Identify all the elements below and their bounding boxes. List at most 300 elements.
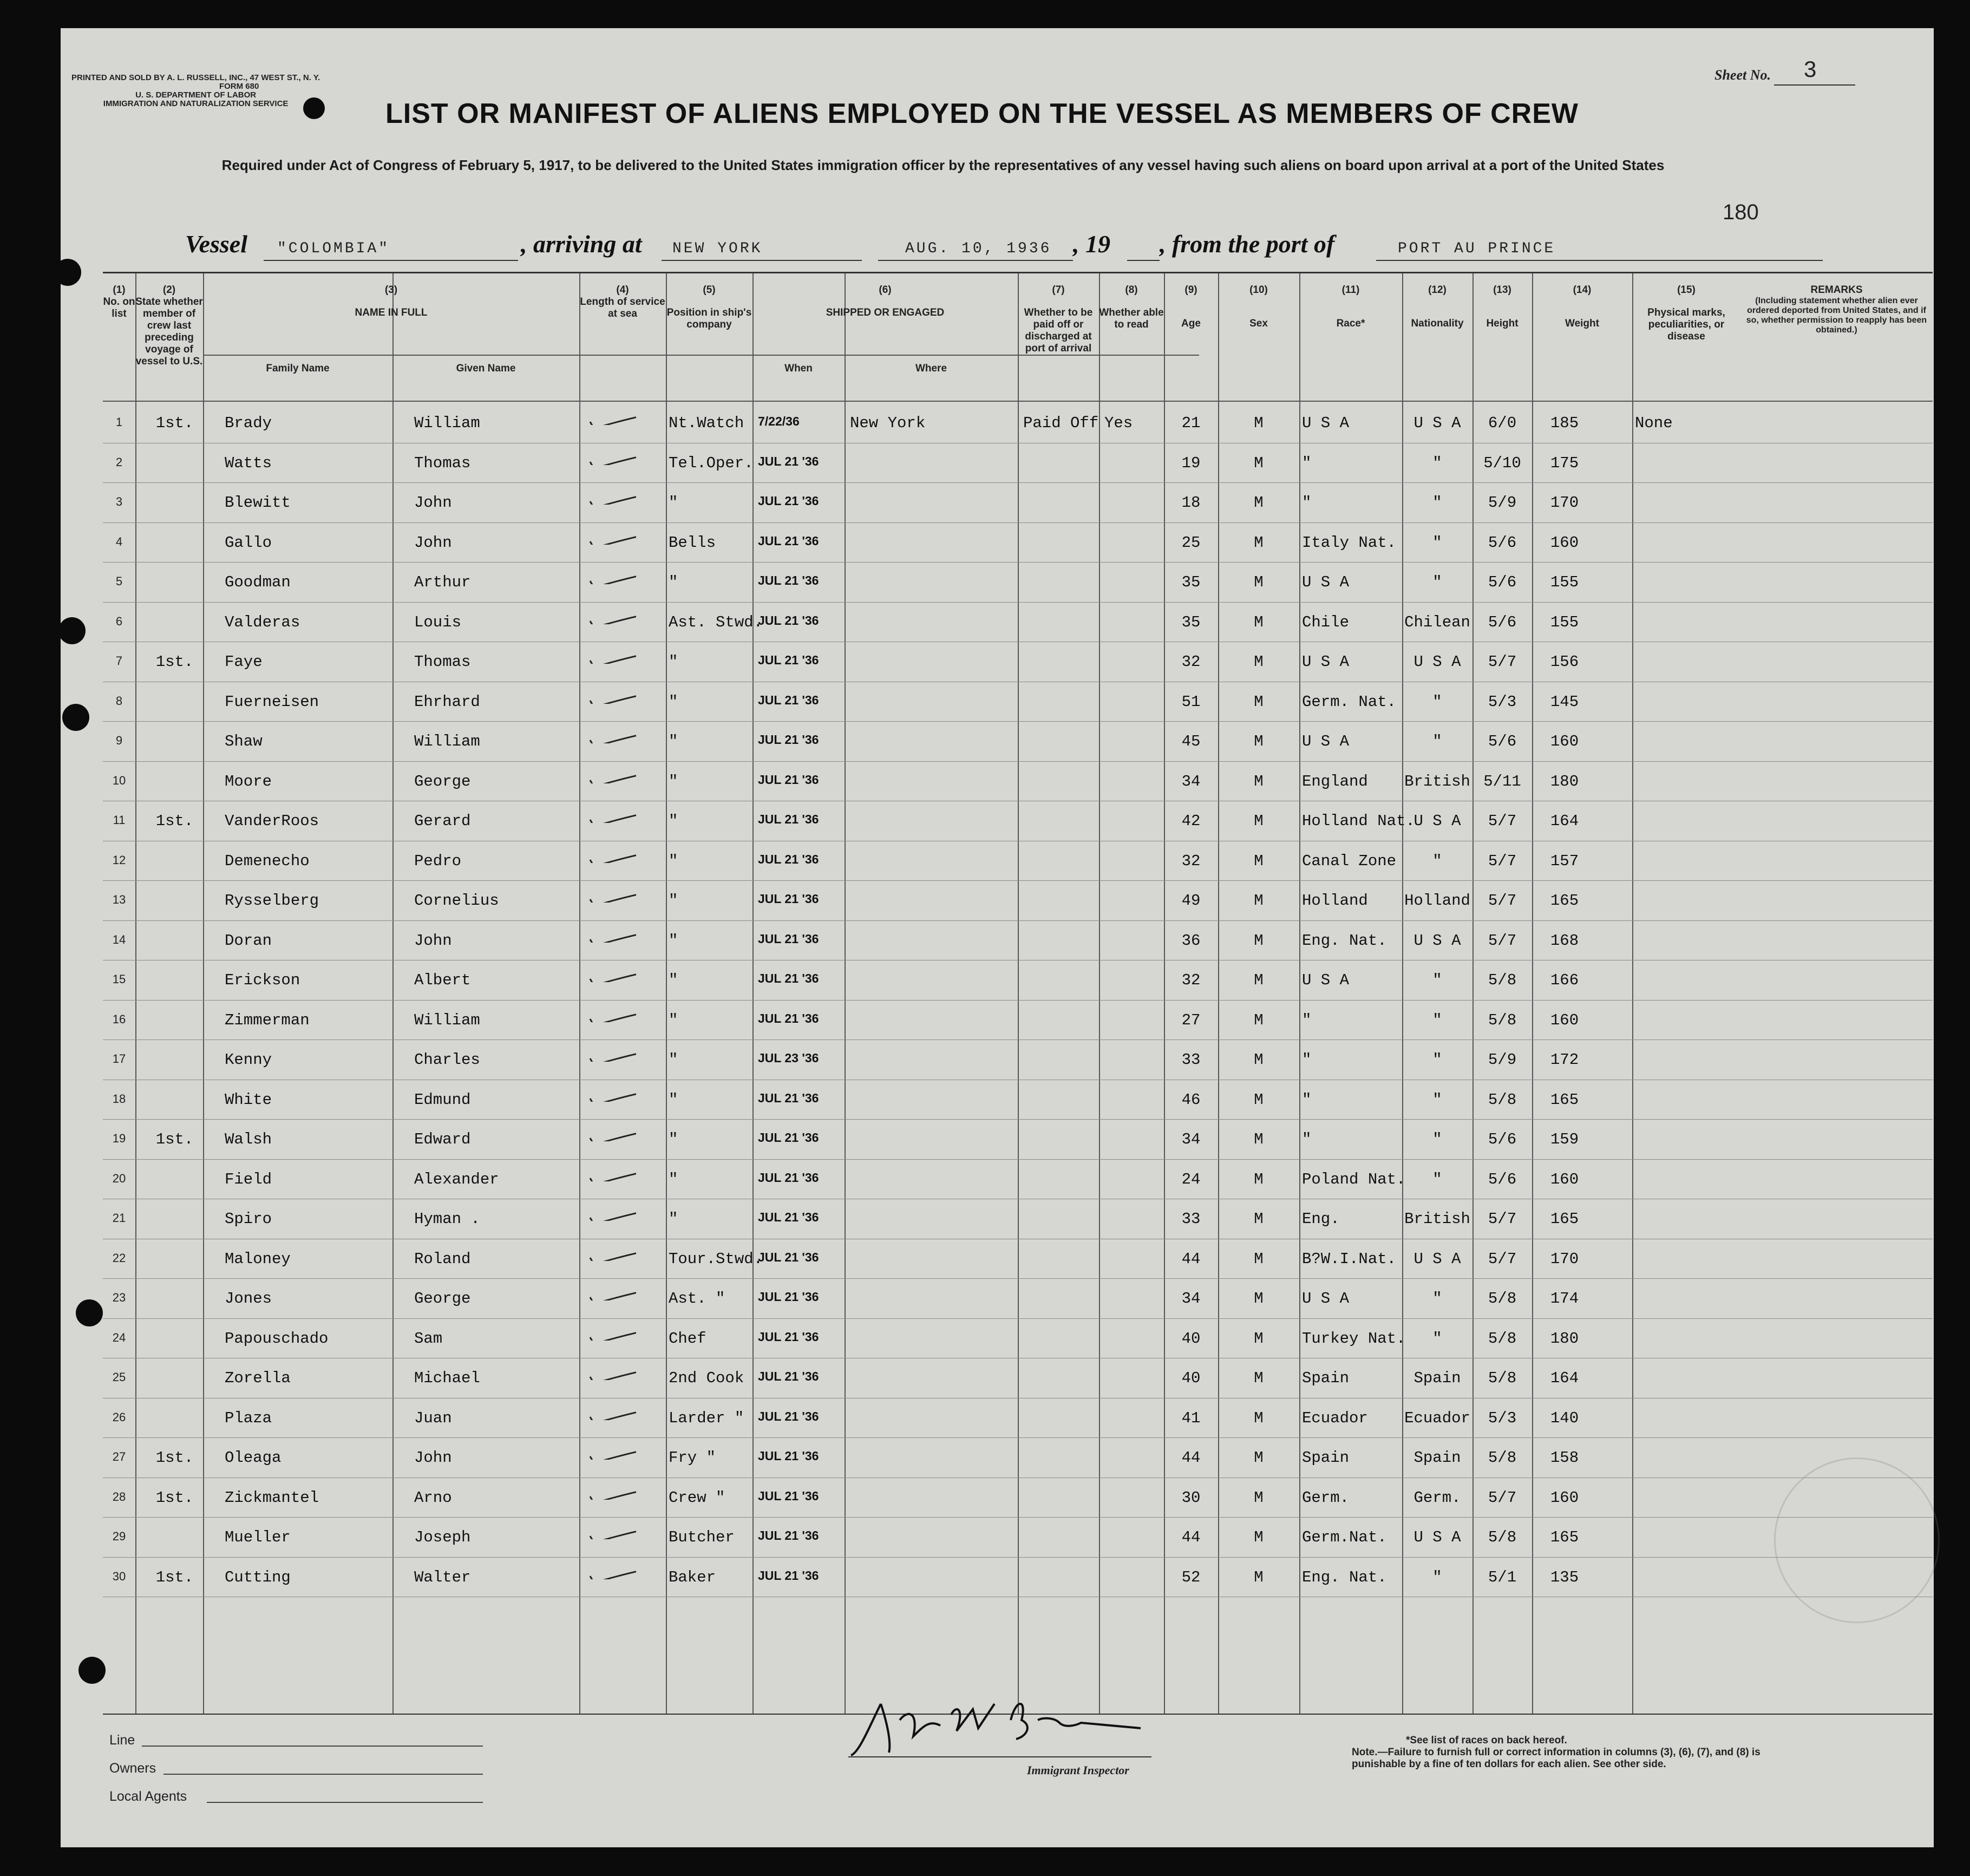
cell-height: 5/7	[1488, 852, 1517, 870]
cell-race: Holland Nat.	[1302, 812, 1415, 830]
cell-when: JUL 21 '36	[758, 494, 819, 508]
cell-race: "	[1302, 1130, 1312, 1148]
cell-when: JUL 21 '36	[758, 613, 819, 627]
cell-age: 40	[1181, 1369, 1201, 1387]
cell-position: "	[669, 812, 678, 830]
cell-nationality: "	[1432, 454, 1442, 472]
service-check-mark	[587, 491, 636, 505]
cell-position: "	[669, 892, 678, 910]
service-check-mark	[587, 1565, 636, 1579]
inspector-label: Immigrant Inspector	[1027, 1763, 1129, 1777]
cell-when: JUL 21 '36	[758, 1250, 819, 1264]
cell-height: 5/8	[1488, 1528, 1517, 1546]
cell-position: "	[669, 971, 678, 989]
cell-when: JUL 21 '36	[758, 454, 819, 468]
cell-prev: 1st.	[155, 414, 194, 432]
col-nationality-header: (12) Nationality	[1411, 284, 1464, 329]
cell-no: 29	[112, 1529, 126, 1543]
table-row	[103, 1239, 1933, 1279]
cell-nationality: Ecuador	[1404, 1409, 1470, 1427]
cell-race: "	[1302, 1051, 1312, 1069]
cell-prev: 1st.	[155, 1449, 194, 1467]
cell-position: "	[669, 1170, 678, 1188]
cell-weight: 165	[1550, 1528, 1579, 1546]
service-check-mark	[587, 570, 636, 584]
cell-race: Germ. Nat.	[1302, 692, 1397, 711]
cell-age: 27	[1181, 1011, 1201, 1029]
cell-given: Cornelius	[414, 892, 499, 910]
cell-when: 7/22/36	[758, 414, 800, 428]
cell-age: 33	[1181, 1210, 1201, 1228]
cell-race: "	[1302, 1090, 1312, 1109]
cell-when: JUL 21 '36	[758, 1290, 819, 1304]
cell-sex: M	[1254, 1130, 1264, 1148]
cell-paid: Paid Off	[1023, 414, 1099, 432]
cell-race: U S A	[1302, 1290, 1350, 1308]
cell-weight: 160	[1550, 1488, 1579, 1507]
cell-nationality: "	[1432, 692, 1442, 711]
cell-weight: 158	[1550, 1449, 1579, 1467]
cell-position: Butcher	[669, 1528, 735, 1546]
cell-family: Shaw	[225, 733, 263, 750]
sheet-number: Sheet No. 3	[1714, 67, 1771, 83]
service-check-mark	[587, 849, 636, 863]
cell-when: JUL 21 '36	[758, 1329, 819, 1344]
cell-position: "	[669, 852, 678, 870]
cell-age: 34	[1181, 1290, 1201, 1308]
col-family-name-header: Family Name	[266, 363, 330, 374]
cell-sex: M	[1254, 533, 1264, 552]
cell-position: Tour.Stwd.	[669, 1250, 763, 1268]
cell-family: Blewitt	[225, 494, 291, 512]
cell-family: Doran	[225, 931, 272, 950]
cell-family: Gallo	[225, 533, 272, 552]
cell-no: 23	[112, 1291, 126, 1304]
cell-prev: 1st.	[155, 1568, 194, 1586]
cell-when: JUL 21 '36	[758, 852, 819, 866]
cell-nationality: U S A	[1413, 1528, 1461, 1546]
cell-when: JUL 21 '36	[758, 533, 819, 548]
cell-race: Turkey Nat.	[1302, 1329, 1406, 1348]
cell-height: 5/3	[1488, 692, 1517, 711]
col-physical-marks-header: (15) Physical marks, peculiarities, or disease	[1647, 284, 1725, 342]
binder-hole	[62, 704, 89, 731]
cell-race: Spain	[1302, 1369, 1350, 1387]
table-row	[103, 682, 1933, 722]
cell-family: Watts	[225, 454, 272, 472]
cell-position: Nt.Watch	[669, 414, 744, 432]
cell-marks: None	[1635, 414, 1673, 432]
vessel-name: "COLOMBIA"	[277, 240, 390, 257]
cell-given: Albert	[414, 971, 471, 989]
col-length-service-header: (4) Length of service at sea	[580, 284, 665, 319]
cell-nationality: U S A	[1413, 414, 1461, 432]
cell-weight: 135	[1550, 1568, 1579, 1586]
cell-no: 21	[112, 1211, 126, 1225]
cell-family: Jones	[225, 1290, 272, 1308]
table-row	[103, 1279, 1933, 1318]
cell-when: JUL 21 '36	[758, 812, 819, 826]
cell-age: 36	[1181, 931, 1201, 950]
cell-when: JUL 21 '36	[758, 692, 819, 707]
col-name-header: (3) NAME IN FULL	[355, 284, 428, 318]
cell-given: Michael	[414, 1369, 480, 1387]
cell-given: Thomas	[414, 454, 471, 472]
col-weight-header: (14) Weight	[1565, 284, 1599, 329]
cell-age: 40	[1181, 1329, 1201, 1348]
table-row	[103, 1438, 1933, 1478]
cell-race: England	[1302, 772, 1368, 790]
cell-family: Goodman	[225, 573, 291, 591]
cell-height: 5/8	[1488, 1290, 1517, 1308]
cell-position: 2nd Cook	[669, 1369, 744, 1387]
table-row	[103, 881, 1933, 920]
cell-sex: M	[1254, 1090, 1264, 1109]
table-row	[103, 563, 1933, 602]
cell-height: 5/6	[1488, 733, 1517, 750]
cell-when: JUL 23 '36	[758, 1051, 819, 1065]
cell-family: Papouschado	[225, 1329, 329, 1348]
cell-when: JUL 21 '36	[758, 1130, 819, 1145]
cell-prev: 1st.	[155, 1488, 194, 1507]
cell-family: Rysselberg	[225, 892, 319, 910]
table-row	[103, 443, 1933, 483]
cell-sex: M	[1254, 1329, 1264, 1348]
service-check-mark	[587, 1525, 636, 1539]
cell-position: "	[669, 931, 678, 950]
service-check-mark	[587, 1008, 636, 1022]
cell-no: 24	[112, 1330, 126, 1344]
service-check-mark	[587, 1486, 636, 1500]
cell-family: Zorella	[225, 1369, 291, 1387]
cell-height: 5/8	[1488, 971, 1517, 989]
cell-given: Juan	[414, 1409, 452, 1427]
cell-age: 44	[1181, 1250, 1201, 1268]
cell-age: 41	[1181, 1409, 1201, 1427]
cell-sex: M	[1254, 653, 1264, 671]
service-check-mark	[587, 1366, 636, 1380]
cell-given: Ehrhard	[414, 692, 480, 711]
cell-position: "	[669, 1011, 678, 1029]
cell-when: JUL 21 '36	[758, 653, 819, 667]
cell-race: "	[1302, 1011, 1312, 1029]
cell-no: 25	[112, 1370, 126, 1384]
cell-age: 18	[1181, 494, 1201, 512]
cell-age: 35	[1181, 573, 1201, 591]
cell-age: 44	[1181, 1449, 1201, 1467]
cell-no: 15	[112, 972, 126, 986]
cell-given: Joseph	[414, 1528, 471, 1546]
table-row	[103, 722, 1933, 761]
cell-no: 7	[115, 654, 123, 668]
cell-race: Chile	[1302, 613, 1350, 631]
cell-given: Edmund	[414, 1090, 471, 1109]
cell-position: Baker	[669, 1568, 716, 1586]
cell-family: Spiro	[225, 1210, 272, 1228]
cell-family: Erickson	[225, 971, 300, 989]
cell-weight: 172	[1550, 1051, 1579, 1069]
service-check-mark	[587, 411, 636, 425]
service-check-mark	[587, 1048, 636, 1062]
cell-weight: 165	[1550, 1210, 1579, 1228]
service-check-mark	[587, 1088, 636, 1102]
cell-family: Kenny	[225, 1051, 272, 1069]
service-check-mark	[587, 650, 636, 664]
cell-race: Canal Zone	[1302, 852, 1397, 870]
service-check-mark	[587, 1247, 636, 1261]
form-subtitle: Required under Act of Congress of February 5, 1917, to be delivered to the United States immigration officer by the representatives of any vessel having such aliens on board upon arrival at a port of the United States	[221, 157, 1665, 173]
cell-no: 18	[112, 1091, 126, 1106]
cell-position: Chef	[669, 1329, 706, 1348]
vessel-line: Vessel "COLOMBIA" , arriving at NEW YORK AUG. 10, 1936 , 19 , from the port of PORT AU PRINCE	[185, 230, 1820, 262]
cell-nationality: "	[1432, 1568, 1442, 1586]
table-row	[103, 1040, 1933, 1080]
cell-no: 20	[112, 1171, 126, 1185]
cell-nationality: "	[1432, 1051, 1442, 1069]
cell-nationality: "	[1432, 733, 1442, 750]
cell-race: Germ.	[1302, 1488, 1350, 1507]
cell-sex: M	[1254, 812, 1264, 830]
cell-weight: 155	[1550, 613, 1579, 631]
cell-no: 8	[115, 694, 123, 708]
table-row	[103, 1199, 1933, 1239]
col-paid-off-header: (7) Whether to be paid off or discharged at port of arrival	[1024, 284, 1093, 354]
service-check-mark	[587, 1446, 636, 1460]
cell-age: 33	[1181, 1051, 1201, 1069]
cell-family: Brady	[225, 414, 272, 432]
binder-hole	[58, 617, 86, 644]
cell-position: "	[669, 573, 678, 591]
col-height-header: (13) Height	[1486, 284, 1519, 329]
cell-given: John	[414, 1449, 452, 1467]
cell-age: 25	[1181, 533, 1201, 552]
cell-family: VanderRoos	[225, 812, 319, 830]
cell-position: "	[669, 653, 678, 671]
col-age-header: (9) Age	[1181, 284, 1201, 329]
cell-when: JUL 21 '36	[758, 1170, 819, 1185]
cell-age: 46	[1181, 1090, 1201, 1109]
cell-race: Eng.	[1302, 1210, 1340, 1228]
cell-no: 13	[112, 893, 126, 906]
cell-age: 45	[1181, 733, 1201, 750]
cell-race: Spain	[1302, 1449, 1350, 1467]
cell-nationality: Chilean	[1404, 613, 1470, 631]
cell-when: JUL 21 '36	[758, 1369, 819, 1383]
cell-weight: 160	[1550, 533, 1579, 552]
cell-race: B?W.I.Nat.	[1302, 1250, 1397, 1268]
cell-nationality: U S A	[1413, 1250, 1461, 1268]
cell-prev: 1st.	[155, 653, 194, 671]
cell-family: White	[225, 1090, 272, 1109]
cell-when: JUL 21 '36	[758, 971, 819, 985]
inspector-signature	[848, 1688, 1151, 1763]
cell-position: Crew "	[669, 1488, 725, 1507]
cell-nationality: U S A	[1413, 812, 1461, 830]
cell-race: Italy Nat.	[1302, 533, 1397, 552]
col-shipped-header: (6) SHIPPED OR ENGAGED	[826, 284, 945, 318]
table-row	[103, 841, 1933, 881]
cell-position: Tel.Oper.	[669, 454, 754, 472]
cell-sex: M	[1254, 613, 1264, 631]
cell-no: 19	[112, 1132, 126, 1145]
cell-weight: 170	[1550, 494, 1579, 512]
cell-height: 5/6	[1488, 613, 1517, 631]
cell-when: JUL 21 '36	[758, 1409, 819, 1423]
col-sex-header: (10) Sex	[1249, 284, 1268, 329]
cell-no: 11	[113, 813, 126, 827]
table-row	[103, 642, 1933, 682]
cell-weight: 166	[1550, 971, 1579, 989]
cell-family: Faye	[225, 653, 263, 671]
cell-position: Ast. Stwd.	[669, 613, 763, 631]
cell-position: Ast. "	[669, 1290, 725, 1308]
cell-when: JUL 21 '36	[758, 1011, 819, 1025]
service-check-mark	[587, 610, 636, 624]
cell-position: "	[669, 772, 678, 790]
cell-height: 5/7	[1488, 812, 1517, 830]
cell-sex: M	[1254, 1170, 1264, 1188]
cell-no: 26	[112, 1410, 126, 1424]
cell-given: Gerard	[414, 812, 471, 830]
cell-no: 9	[115, 734, 123, 747]
cell-height: 5/8	[1488, 1329, 1517, 1348]
cell-age: 44	[1181, 1528, 1201, 1546]
races-note: *See list of races on back hereof. Note.—Failure to furnish full or correct information in columns (3), (6), (7), and (8) is punishable by a fine of ten dollars for each alien. See other side.	[1352, 1735, 1760, 1770]
cell-race: U S A	[1302, 573, 1350, 591]
cell-nationality: "	[1432, 1130, 1442, 1148]
cell-height: 5/6	[1488, 1170, 1517, 1188]
table-row	[103, 1358, 1933, 1398]
cell-nationality: British	[1404, 1210, 1470, 1228]
binder-hole	[78, 1657, 106, 1684]
cell-nationality: U S A	[1413, 931, 1461, 950]
service-check-mark	[587, 729, 636, 743]
cell-nationality: "	[1432, 1090, 1442, 1109]
table-row	[103, 523, 1933, 563]
cell-given: Thomas	[414, 653, 471, 671]
cell-family: Plaza	[225, 1409, 272, 1427]
cell-height: 5/9	[1488, 1051, 1517, 1069]
cell-no: 5	[115, 574, 123, 588]
cell-weight: 160	[1550, 1170, 1579, 1188]
cell-when: JUL 21 '36	[758, 772, 819, 787]
cell-no: 2	[115, 455, 123, 469]
cell-race: U S A	[1302, 414, 1350, 432]
arrival-date: AUG. 10, 1936	[905, 240, 1052, 257]
cell-height: 5/8	[1488, 1090, 1517, 1109]
col-position-header: (5) Position in ship's company	[666, 284, 752, 330]
cell-height: 5/7	[1488, 892, 1517, 910]
cell-sex: M	[1254, 1369, 1264, 1387]
cell-given: Sam	[414, 1329, 443, 1348]
cell-height: 5/8	[1488, 1369, 1517, 1387]
cell-position: "	[669, 733, 678, 750]
cell-race: U S A	[1302, 971, 1350, 989]
cell-weight: 145	[1550, 692, 1579, 711]
cell-given: Louis	[414, 613, 462, 631]
cell-nationality: "	[1432, 1170, 1442, 1188]
cell-age: 34	[1181, 772, 1201, 790]
table-row	[103, 1518, 1933, 1557]
cell-given: William	[414, 1011, 480, 1029]
cell-given: John	[414, 533, 452, 552]
manifest-table	[103, 272, 1933, 1715]
owners-label: Owners	[109, 1761, 156, 1776]
cell-weight: 174	[1550, 1290, 1579, 1308]
cell-no: 4	[115, 534, 123, 548]
cell-given: Pedro	[414, 852, 462, 870]
cell-no: 10	[112, 773, 126, 787]
cell-nationality: "	[1432, 533, 1442, 552]
cell-given: George	[414, 1290, 471, 1308]
cell-family: Fuerneisen	[225, 692, 319, 711]
cell-weight: 164	[1550, 1369, 1579, 1387]
cell-no: 16	[112, 1012, 126, 1026]
cell-no: 22	[112, 1251, 126, 1265]
cell-sex: M	[1254, 414, 1264, 432]
cell-height: 5/8	[1488, 1449, 1517, 1467]
binder-hole	[76, 1299, 103, 1326]
cell-given: George	[414, 772, 471, 790]
service-check-mark	[587, 1207, 636, 1221]
cell-family: Zickmantel	[225, 1488, 319, 1507]
service-check-mark	[587, 968, 636, 982]
cell-age: 32	[1181, 852, 1201, 870]
cell-family: Maloney	[225, 1250, 291, 1268]
cell-age: 19	[1181, 454, 1201, 472]
cell-family: Cutting	[225, 1568, 291, 1586]
cell-height: 5/7	[1488, 931, 1517, 950]
service-check-mark	[587, 690, 636, 704]
cell-when: JUL 21 '36	[758, 573, 819, 587]
cell-age: 52	[1181, 1568, 1201, 1586]
cell-weight: 164	[1550, 812, 1579, 830]
cell-weight: 160	[1550, 733, 1579, 750]
table-row	[103, 1080, 1933, 1120]
cell-age: 42	[1181, 812, 1201, 830]
cell-no: 17	[112, 1052, 126, 1066]
cell-family: Field	[225, 1170, 272, 1188]
cell-race: Ecuador	[1302, 1409, 1368, 1427]
service-check-mark	[587, 1286, 636, 1300]
cell-sex: M	[1254, 772, 1264, 790]
cell-read: Yes	[1104, 414, 1133, 432]
cell-age: 49	[1181, 892, 1201, 910]
cell-family: Demenecho	[225, 852, 310, 870]
col-where-header: Where	[915, 363, 947, 374]
printer-imprint: PRINTED AND SOLD BY A. L. RUSSELL, INC., 47 WEST ST., N. Y. FORM 680 U. S. DEPARTMENT OF LABOR IMMIGRATION AND NATURALIZATION SERVICE	[71, 73, 320, 108]
table-row	[103, 1160, 1933, 1199]
cell-when: JUL 21 '36	[758, 1090, 819, 1105]
cell-given: John	[414, 931, 452, 950]
service-check-mark	[587, 1406, 636, 1420]
binder-hole	[54, 259, 81, 286]
cell-height: 5/6	[1488, 533, 1517, 552]
cell-nationality: British	[1404, 772, 1470, 790]
cell-height: 5/7	[1488, 1210, 1517, 1228]
cell-no: 27	[112, 1450, 126, 1463]
cell-height: 5/9	[1488, 494, 1517, 512]
cell-sex: M	[1254, 1528, 1264, 1546]
table-row	[103, 921, 1933, 960]
cell-given: Alexander	[414, 1170, 499, 1188]
cell-position: "	[669, 692, 678, 711]
cell-weight: 160	[1550, 1011, 1579, 1029]
cell-weight: 155	[1550, 573, 1579, 591]
cell-position: "	[669, 1130, 678, 1148]
table-row	[103, 762, 1933, 801]
cell-position: "	[669, 1090, 678, 1109]
